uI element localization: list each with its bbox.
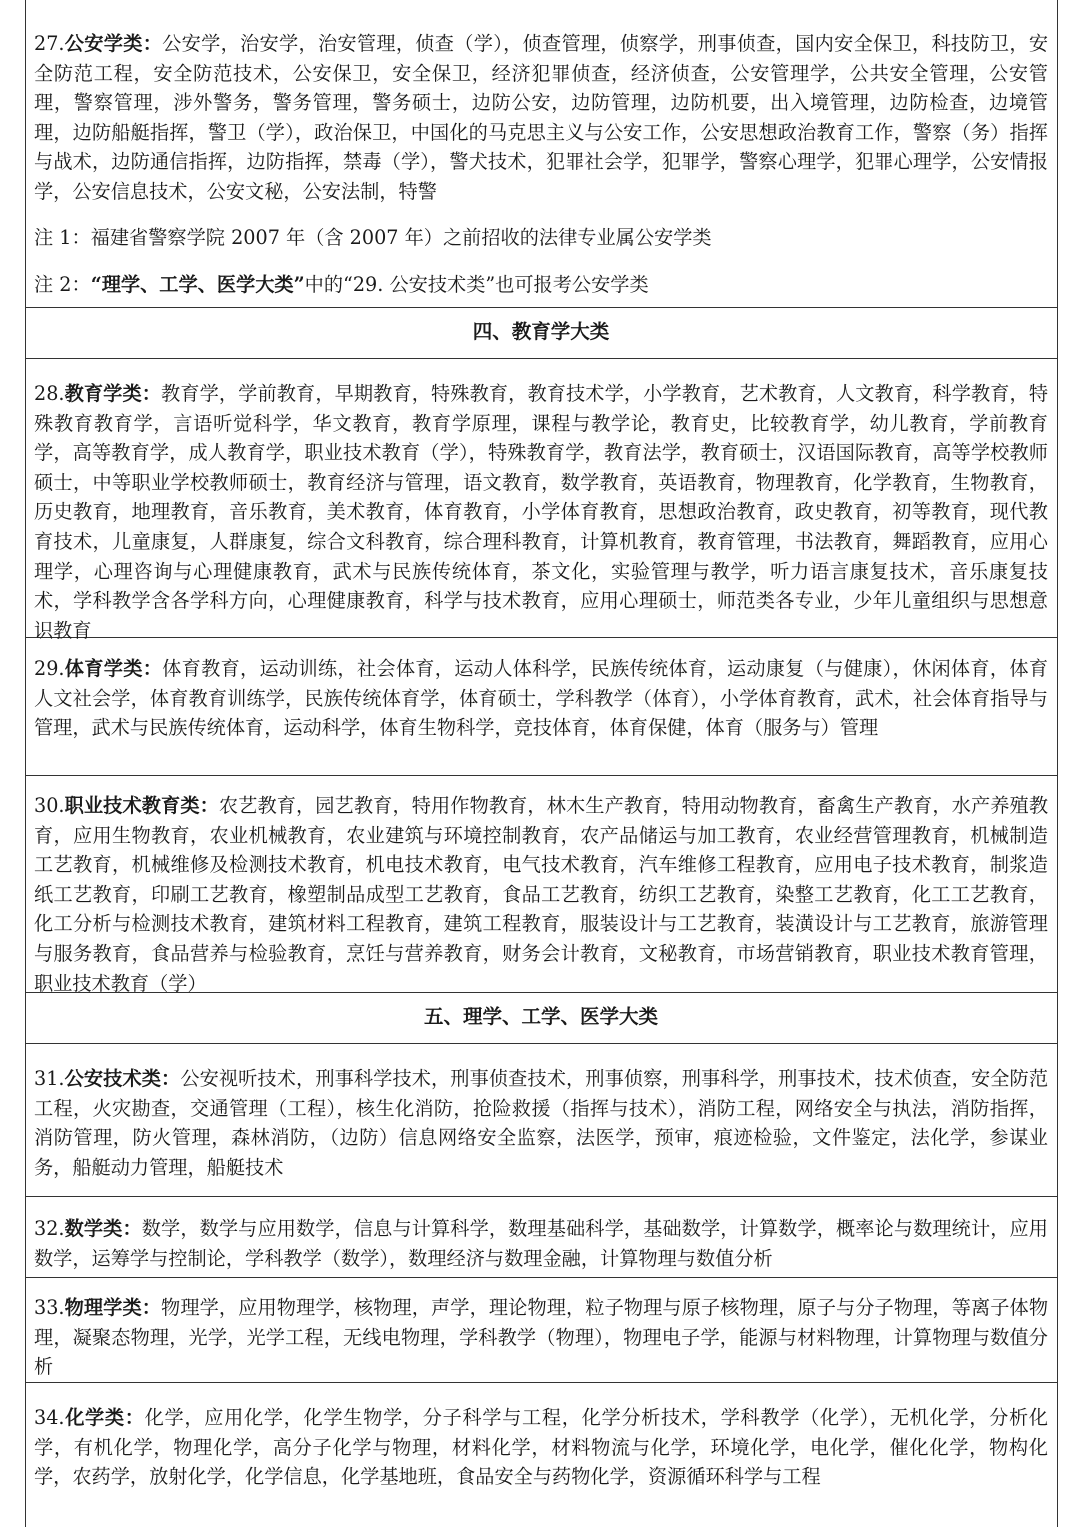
category-33-number: 33. (34, 1296, 65, 1319)
category-32-name: 数学类： (64, 1217, 142, 1240)
section-header-education (26, 308, 1057, 359)
category-34-number: 34. (34, 1406, 65, 1429)
category-cell-31 (26, 1044, 1057, 1197)
category-31-name: 公安技术类： (64, 1067, 181, 1090)
section-header-science (26, 993, 1057, 1044)
note-2-suffix: 中的“29. 公安技术类”也可报考公安学类 (304, 273, 649, 297)
category-31-text (34, 1064, 1048, 1182)
category-29-majors: 体育教育，运动训练，社会体育，运动人体科学，民族传统体育，运动康复（与健康），休闲体育，体育人文社会学，体育教育训练学，民族传统体育学，体育硕士，学科教学（体育），小学体育教育，武术，社会体育指导与管理，武术与民族传统体育，运动科学，体育生物科学，竞技体育，体育保健，体育（服务与）管理 (34, 657, 1049, 740)
category-28-majors: 教育学，学前教育，早期教育，特殊教育，教育技术学，小学教育，艺术教育，人文教育，科学教育，特殊教育教育学，言语听觉科学，华文教育，教育学原理，课程与教学论，教育史，比较教育学，幼儿教育，学前教育学，高等教育学，成人教育学，职业技术教育（学），特殊教育学，教育法学，教育硕士，汉语国际教育，高等学校教师硕士，中等职业学校教师硕士，教育经济与管理，语文教育，数学教育，英语教育，物理教育，化学教育，生物教育，历史教育，地理教育，音乐教育，美术教育，体育教育，小学体育教育，思想政治教育，政史教育，初等教育，现代教育技术，儿童康复，人群康复，综合文科教育，综合理科教育，计算机教育，教育管理，书法教育，舞蹈教育，应用心理学，心理咨询与心理健康教育，武术与民族传统体育，茶文化，实验管理与教学，听力语言康复技术，音乐康复技术，学科教学含各学科方向，心理健康教育，科学与技术教育，应用心理硕士，师范类各专业，少年儿童组织与思想意识教育 (34, 382, 1049, 642)
category-34-name: 化学类： (64, 1406, 145, 1429)
category-cell-33 (26, 1278, 1057, 1383)
category-27-text (34, 29, 1048, 207)
category-30-name: 职业技术教育类： (64, 794, 219, 817)
category-cell-29 (26, 638, 1057, 776)
category-cell-32 (26, 1197, 1057, 1278)
category-34-text (34, 1403, 1048, 1492)
category-28-name: 教育学类： (64, 382, 162, 405)
category-cell-28 (26, 359, 1057, 642)
category-31-majors: 公安视听技术，刑事科学技术，刑事侦查技术，刑事侦察，刑事科学，刑事技术，技术侦查，安全防范工程，火灾勘查，交通管理（工程），核生化消防，抢险救援（指挥与技术），消防工程，网络安全与执法，消防指挥，消防管理，防火管理，森林消防，（边防）信息网络安全监察，法医学，预审，痕迹检验，文件鉴定，法化学，参谋业务，船艇动力管理，船艇技术 (34, 1067, 1049, 1179)
note-2-bold: “理学、工学、医学大类” (90, 273, 305, 297)
category-34-majors: 化学，应用化学，化学生物学，分子科学与工程，化学分析技术，学科教学（化学），无机化学，分析化学，有机化学，物理化学，高分子化学与物理，材料化学，材料物流与化学，环境化学，电化学，催化化学，物构化学，农药学，放射化学，化学信息，化学基地班，食品安全与药物化学，资源循环科学与工程 (34, 1406, 1048, 1489)
category-27-majors: 公安学，治安学，治安管理，侦查（学），侦查管理，侦察学，刑事侦查，国内安全保卫，科技防卫，安全防范工程，安全防范技术，公安保卫，安全保卫，经济犯罪侦查，经济侦查，公安管理学，公共安全管理，公安管理，警察管理，涉外警务，警务管理，警务硕士，边防公安，边防管理，边防机要，出入境管理，边防检查，边境管理，边防船艇指挥，警卫（学），政治保卫，中国化的马克思主义与公安工作，公安思想政治教育工作，警察（务）指挥与战术，边防通信指挥，边防指挥，禁毒（学），警犬技术，犯罪社会学，犯罪学，警察心理学，犯罪心理学，公安情报学，公安信息技术，公安文秘，公安法制，特警 (34, 32, 1049, 203)
category-cell-34 (26, 1383, 1057, 1527)
note-2-prefix: 注 2： (34, 273, 91, 297)
category-28-text (34, 379, 1048, 645)
category-29-name: 体育学类： (64, 657, 163, 680)
majors-table (25, 0, 1058, 1527)
category-27-name: 公安学类： (64, 32, 163, 55)
category-33-text (34, 1293, 1048, 1382)
category-32-text (34, 1214, 1048, 1273)
category-32-number: 32. (34, 1217, 65, 1240)
category-30-text (34, 791, 1048, 998)
category-28-number: 28. (34, 382, 65, 405)
note-1: 注 1：福建省警察学院 2007 年（含 2007 年）之前招收的法律专业属公安学类 (34, 225, 712, 249)
section-title-education: 四、教育学大类 (472, 320, 610, 343)
section-title-science: 五、理学、工学、医学大类 (423, 1005, 658, 1028)
category-30-number: 30. (34, 794, 65, 817)
category-31-number: 31. (34, 1067, 65, 1090)
category-32-majors: 数学，数学与应用数学，信息与计算科学，数理基础科学，基础数学，计算数学，概率论与数理统计，应用数学，运筹学与控制论，学科教学（数学），数理经济与数理金融，计算物理与数值分析 (34, 1217, 1048, 1270)
category-29-text (34, 654, 1048, 743)
category-30-majors: 农艺教育，园艺教育，特用作物教育，林木生产教育，特用动物教育，畜禽生产教育，水产养殖教育，应用生物教育，农业机械教育，农业建筑与环境控制教育，农产品储运与加工教育，农业经营管理教育，机械制造工艺教育，机械维修及检测技术教育，机电技术教育，电气技术教育，汽车维修工程教育，应用电子技术教育，制浆造纸工艺教育，印刷工艺教育，橡塑制品成型工艺教育，食品工艺教育，纺织工艺教育，染整工艺教育，化工工艺教育，化工分析与检测技术教育，建筑材料工程教育，建筑工程教育，服装设计与工艺教育，装潢设计与工艺教育，旅游管理与服务教育，食品营养与检验教育，烹饪与营养教育，财务会计教育，文秘教育，市场营销教育，职业技术教育管理，职业技术教育（学） (34, 794, 1049, 995)
category-29-number: 29. (34, 657, 65, 680)
category-cell-30 (26, 776, 1057, 993)
category-27-number: 27. (34, 32, 65, 55)
category-33-majors: 物理学，应用物理学，核物理，声学，理论物理，粒子物理与原子核物理，原子与分子物理，等离子体物理，凝聚态物理，光学，光学工程，无线电物理，学科教学（物理），物理电子学，能源与材料物理，计算物理与数值分析 (34, 1296, 1049, 1379)
note-2 (34, 270, 1048, 300)
category-33-name: 物理学类： (64, 1296, 162, 1319)
category-cell-27 (26, 0, 1057, 308)
